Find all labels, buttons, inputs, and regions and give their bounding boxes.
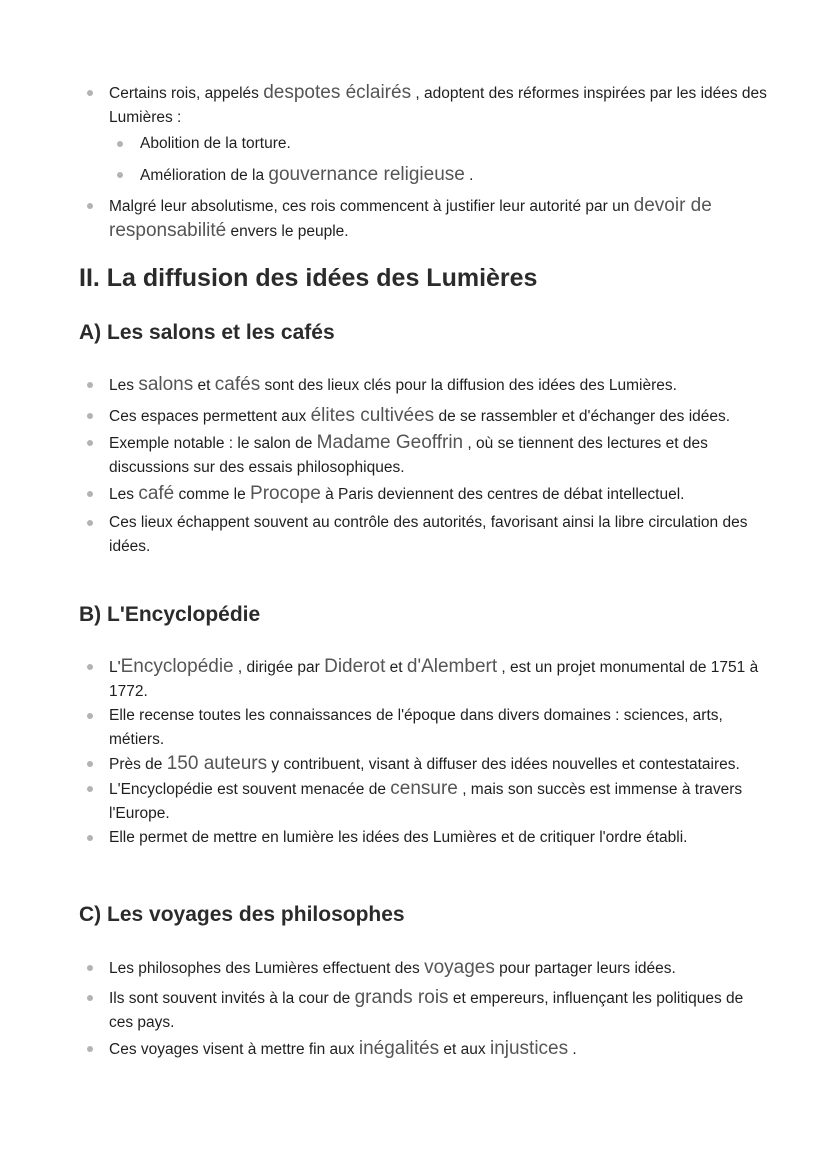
list-item: Les salons et cafés sont des lieux clés pour la diffusion des idées des Lumières. — [0, 373, 828, 398]
bullet-icon — [87, 965, 93, 971]
subsection-title-b: B) L'Encyclopédie — [79, 603, 261, 626]
bullet-icon — [87, 761, 93, 767]
subsection-title-c: C) Les voyages des philosophes — [79, 903, 405, 926]
highlighted-term: Diderot — [324, 656, 386, 677]
bullet-icon — [117, 141, 123, 147]
list-item: Exemple notable : le salon de Madame Geoffrin , où se tiennent des lectures et des discussions sur des essais philosophiques. — [0, 431, 828, 480]
list-item: Elle recense toutes les connaissances de l'époque dans divers domaines : sciences, arts, métiers. — [0, 704, 828, 752]
bullet-icon — [87, 835, 93, 841]
bullet-icon — [87, 440, 93, 446]
highlighted-term: censure — [390, 778, 458, 799]
bullet-icon — [87, 713, 93, 719]
list-item: L'Encyclopédie , dirigée par Diderot et d'Alembert , est un projet monumental de 1751 à 1772. — [0, 655, 828, 704]
highlighted-term: cafés — [214, 374, 261, 395]
list-item: L'Encyclopédie est souvent menacée de censure , mais son succès est immense à travers l'Europe. — [0, 777, 828, 826]
highlighted-term: d'Alembert — [406, 656, 498, 677]
bullet-icon — [87, 413, 93, 419]
list-item: Malgré leur absolutisme, ces rois commencent à justifier leur autorité par un devoir de responsabilité envers le peuple. — [0, 194, 828, 244]
subsection-b-list — [0, 655, 828, 850]
highlighted-term: Encyclopédie — [120, 656, 234, 677]
highlighted-term: élites cultivées — [310, 405, 435, 426]
highlighted-term: despotes éclairés — [263, 82, 412, 103]
list-item: Certains rois, appelés despotes éclairés , adoptent des réformes inspirées par les idées des Lumières : — [0, 81, 828, 130]
bullet-icon — [87, 90, 93, 96]
list-item: Amélioration de la gouvernance religieuse . — [0, 163, 828, 188]
list-item: Elle permet de mettre en lumière les idées des Lumières et de critiquer l'ordre établi. — [0, 826, 828, 850]
bullet-icon — [87, 382, 93, 388]
highlighted-term: inégalités — [358, 1038, 440, 1059]
section-title: II. La diffusion des idées des Lumières — [79, 264, 538, 292]
bullet-icon — [87, 1046, 93, 1052]
list-item: Ces voyages visent à mettre fin aux inégalités et aux injustices . — [0, 1037, 828, 1062]
highlighted-term: Procope — [250, 483, 321, 504]
highlighted-term: salons — [138, 374, 194, 395]
highlighted-term: Madame Geoffrin — [316, 432, 464, 453]
list-item: Les philosophes des Lumières effectuent des voyages pour partager leurs idées. — [0, 956, 828, 981]
highlighted-term: gouvernance religieuse — [268, 164, 465, 185]
highlighted-term: devoir de responsabilité — [109, 195, 712, 241]
list-item: Ces lieux échappent souvent au contrôle des autorités, favorisant ainsi la libre circulation des idées. — [0, 511, 828, 559]
bullet-icon — [87, 664, 93, 670]
highlighted-term: 150 auteurs — [166, 753, 268, 774]
list-item: Ils sont souvent invités à la cour de grands rois et empereurs, influençant les politiques de ces pays. — [0, 986, 828, 1035]
highlighted-term: voyages — [424, 957, 495, 978]
highlighted-term: grands rois — [354, 987, 449, 1008]
highlighted-term: café — [138, 483, 175, 504]
bullet-icon — [87, 520, 93, 526]
list-item: Les café comme le Procope à Paris deviennent des centres de débat intellectuel. — [0, 482, 828, 507]
subsection-title-a: A) Les salons et les cafés — [79, 321, 335, 344]
subsection-c-list — [0, 956, 828, 1062]
list-item: Près de 150 auteurs y contribuent, visant à diffuser des idées nouvelles et contestataires. — [0, 752, 828, 777]
bullet-icon — [87, 203, 93, 209]
bullet-icon — [87, 995, 93, 1001]
bullet-icon — [87, 786, 93, 792]
intro-list — [0, 81, 828, 244]
highlighted-term: injustices — [489, 1038, 569, 1059]
bullet-icon — [117, 172, 123, 178]
subsection-a-list — [0, 373, 828, 559]
list-item: Abolition de la torture. — [0, 132, 828, 156]
list-item: Ces espaces permettent aux élites cultivées de se rassembler et d'échanger des idées. — [0, 404, 828, 429]
bullet-icon — [87, 491, 93, 497]
